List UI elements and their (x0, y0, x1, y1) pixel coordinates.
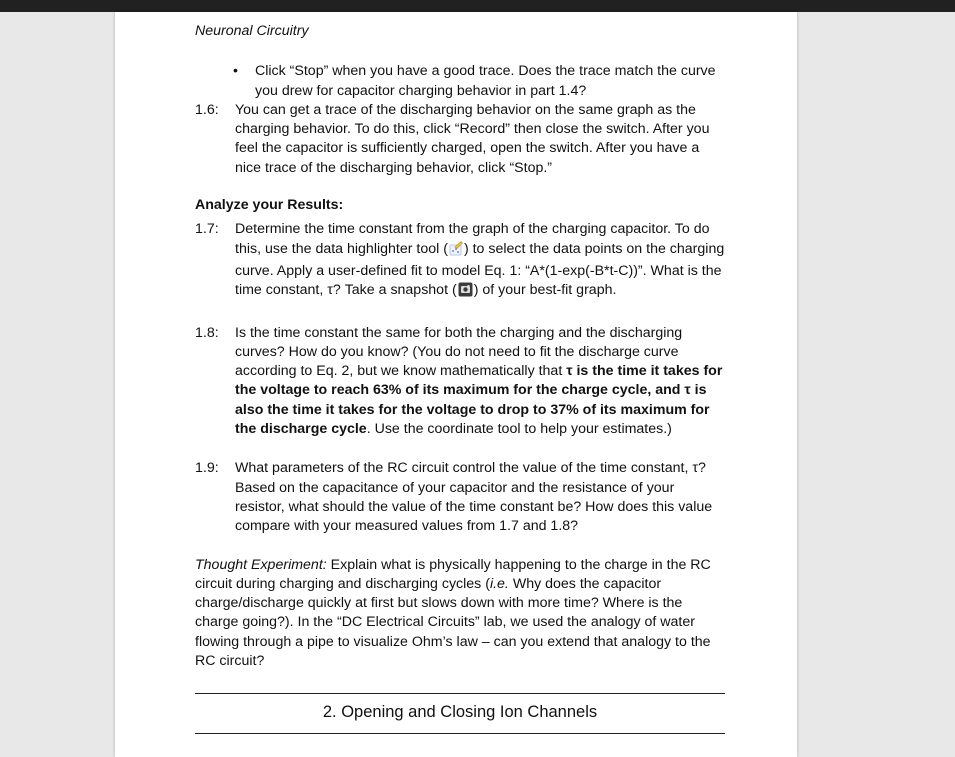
document-page (115, 12, 797, 757)
chapter-rule-bottom (195, 733, 725, 734)
camera-icon (458, 282, 473, 303)
section-heading: Analyze your Results: (195, 197, 344, 214)
step-1-7 (195, 220, 725, 303)
step-number: 1.6: (195, 101, 219, 118)
chapter-heading: 2. Opening and Closing Ion Channels (322, 703, 598, 722)
step-number: 1.9: (195, 460, 219, 477)
step-text: Determine the time constant from the graph of the charging capacitor. To do this, use the data highlighter tool ( ) to select the data points on the charging curve. Apply a user-defined fit to model Eq. 1: “A*(1-exp(-B*t-C))”. What is the time constant, τ? Take a snapshot ( ) of your best-fit graph. (235, 220, 725, 303)
thought-experiment: Thought Experiment: Explain what is physically happening to the charge in the RC circuit during charging and discharging cycles (i.e. Why does the capacitor charge/discharge quickly at first but slows down with more time? Where is the charge going?). In the “DC Electrical Circuits” lab, we used the analogy of water flowing through a pipe to visualize Ohm’s law – can you extend that analogy to the RC circuit? (195, 556, 711, 670)
step-number: 1.7: (195, 221, 219, 238)
bullet-item (195, 62, 725, 101)
step-1-9 (195, 459, 725, 536)
step-1-6 (195, 101, 725, 178)
page-header: Neuronal Circuitry (195, 23, 309, 39)
step-text: You can get a trace of the discharging behavior on the same graph as the charging behavior. To do this, click “Record” then close the switch. After you feel the capacitor is sufficiently charged, open the switch. After you have a nice trace of the discharging behavior, click “Stop.” (235, 101, 710, 176)
step-number: 1.8: (195, 324, 219, 341)
data-highlighter-icon (449, 241, 463, 262)
page-content (195, 22, 725, 734)
step-text: What parameters of the RC circuit control the value of the time constant, τ? Based on the capacitance of your capacitor and the resistance of your resistor, what should the value of the time constant be? How does this value compare with your measured values from 1.7 and 1.8? (235, 460, 713, 535)
bullet-text: Click “Stop” when you have a good trace. Does the trace match the curve you drew for capacitor charging behavior in part 1.4? (255, 63, 716, 99)
step-text: Is the time constant the same for both the charging and the discharging curves? How do you know? (You do not need to fit the discharge curve according to Eq. 2, but we know mathematically that τ is the time it takes for the voltage to reach 63% of its maximum for the charge cycle, and τ is also the time it takes for the voltage to drop to 37% of its maximum for the discharge cycle. Use the coordinate tool to help your estimates.) (235, 324, 723, 438)
bullet-dot-icon: • (233, 63, 238, 80)
step-1-8 (195, 324, 725, 440)
viewer-top-bar (0, 0, 955, 12)
